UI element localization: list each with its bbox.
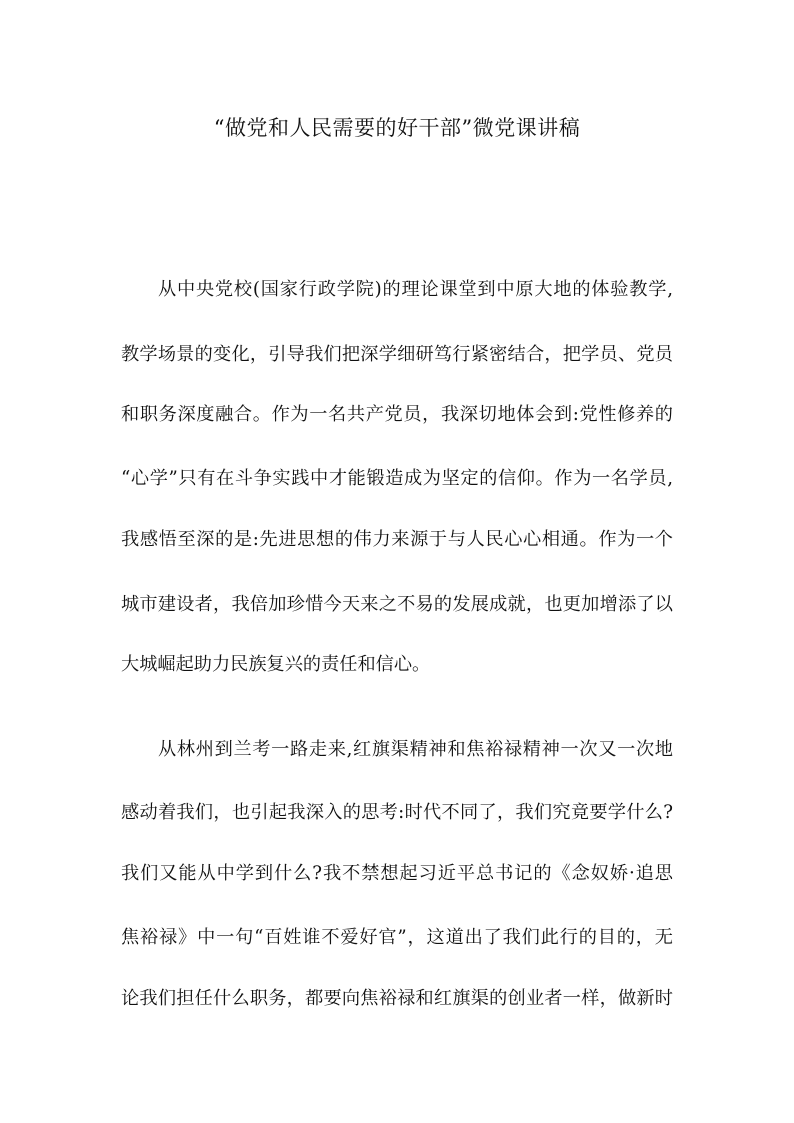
paragraph-1-line-5: 我感悟至深的是:先进思想的伟力来源于与人民心心相通。作为一个 [121, 529, 673, 550]
document-title: “做党和人民需要的好干部”微党课讲稿 [213, 116, 581, 140]
paragraph-2-line-3: 我们又能从中学到什么?我不禁想起习近平总书记的《念奴娇·追思 [121, 863, 673, 884]
paragraph-2-line-4: 焦裕禄》中一句“百姓谁不爱好官”，这道出了我们此行的目的，无 [121, 927, 673, 948]
paragraph-1-line-7: 大城崛起助力民族复兴的责任和信心。 [121, 654, 431, 675]
paragraph-1-line-2: 教学场景的变化，引导我们把深学细研笃行紧密结合，把学员、党员 [121, 344, 673, 365]
paragraph-1-line-4: “心学”只有在斗争实践中才能锻造成为坚定的信仰。作为一名学员, [121, 468, 673, 489]
paragraph-1-line-6: 城市建设者，我倍加珍惜今天来之不易的发展成就，也更加增添了以 [121, 594, 673, 615]
paragraph-1-line-3: 和职务深度融合。作为一名共产党员，我深切地体会到:党性修养的 [121, 404, 673, 425]
paragraph-2-line-5: 论我们担任什么职务，都要向焦裕禄和红旗渠的创业者一样，做新时 [121, 988, 673, 1009]
paragraph-2-line-1: 从林州到兰考一路走来,红旗渠精神和焦裕禄精神一次又一次地 [158, 739, 673, 760]
paragraph-1-line-1: 从中央党校(国家行政学院)的理论课堂到中原大地的体验教学, [158, 279, 673, 300]
paragraph-2-line-2: 感动着我们，也引起我深入的思考:时代不同了，我们究竟要学什么? [121, 802, 673, 823]
